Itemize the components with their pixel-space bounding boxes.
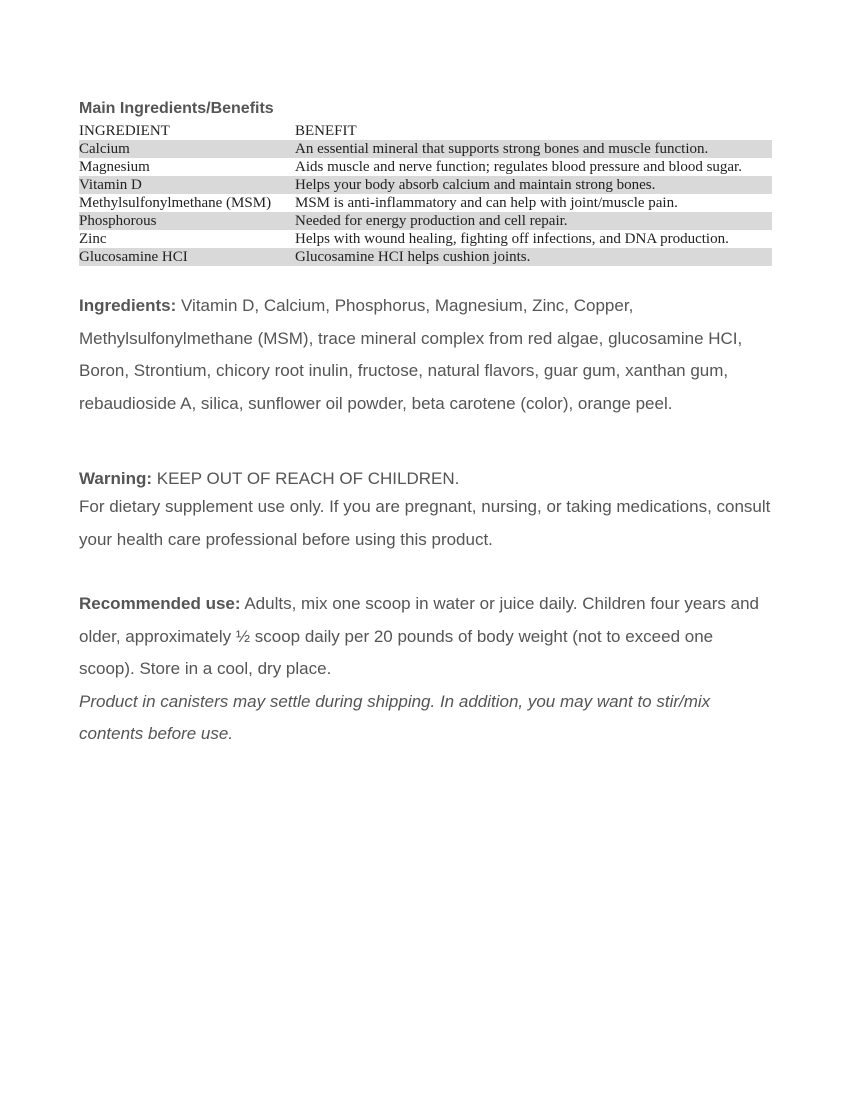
- table-row: [79, 248, 772, 266]
- warning-text: For dietary supplement use only. If you are pregnant, nursing, or taking medications, consult your health care professional before using this product.: [79, 497, 771, 549]
- ingredient-cell: Glucosamine HCI: [79, 248, 295, 266]
- benefit-cell: An essential mineral that supports strong bones and muscle function.: [295, 140, 772, 158]
- benefit-cell: Helps with wound healing, fighting off infections, and DNA production.: [295, 231, 729, 247]
- table-row: [79, 158, 772, 176]
- ingredients-label: Ingredients:: [79, 296, 177, 315]
- benefit-cell: Aids muscle and nerve function; regulates blood pressure and blood sugar.: [295, 159, 742, 175]
- recommended-use-section: [79, 588, 772, 751]
- ingredient-cell: Vitamin D: [79, 176, 295, 194]
- table-row: [79, 230, 772, 248]
- table-row: [79, 140, 772, 158]
- ingredient-cell: Methylsulfonylmethane (MSM): [79, 195, 272, 211]
- table-header-row: [79, 122, 772, 140]
- ingredient-cell: Zinc: [79, 231, 107, 247]
- benefit-cell: MSM is anti-inflammatory and can help with joint/muscle pain.: [295, 195, 678, 211]
- table-row: [79, 176, 772, 194]
- ingredient-cell: Phosphorous: [79, 212, 295, 230]
- warning-headline-text: KEEP OUT OF REACH OF CHILDREN.: [152, 469, 460, 488]
- table-row: [79, 194, 772, 212]
- ingredients-paragraph: [79, 290, 772, 420]
- benefit-cell: Helps your body absorb calcium and maintain strong bones.: [295, 176, 772, 194]
- ingredients-benefits-table: [79, 122, 772, 266]
- document-page: [79, 99, 772, 751]
- ingredient-cell: Magnesium: [79, 159, 150, 175]
- recommended-use-label: Recommended use:: [79, 594, 241, 613]
- warning-label: Warning:: [79, 469, 153, 488]
- table-row: [79, 212, 772, 230]
- warning-headline: [79, 467, 772, 491]
- benefit-cell: Needed for energy production and cell repair.: [295, 212, 772, 230]
- benefit-column-header: BENEFIT: [295, 123, 357, 139]
- main-ingredients-title: Main Ingredients/Benefits: [79, 100, 274, 117]
- ingredient-column-header: INGREDIENT: [79, 123, 170, 139]
- warning-section: [79, 467, 772, 556]
- recommended-use-text: Adults, mix one scoop in water or juice daily. Children four years and older, approximately ½ scoop daily per 20 pounds of body weight (not to exceed one scoop). Store in a cool, dry place.: [79, 594, 759, 678]
- ingredient-cell: Calcium: [79, 140, 295, 158]
- ingredients-list-text: Vitamin D, Calcium, Phosphorus, Magnesium, Zinc, Copper, Methylsulfonylmethane (MSM), trace mineral complex from red algae, glucosamine HCI, Boron, Strontium, chicory root inulin, fructose, natural flavors, guar gum, xanthan gum, rebaudioside A, silica, sunflower oil powder, beta carotene (color), orange peel.: [79, 296, 743, 413]
- benefit-cell: Glucosamine HCI helps cushion joints.: [295, 248, 772, 266]
- settling-note: Product in canisters may settle during shipping. In addition, you may want to stir/mix contents before use.: [79, 691, 711, 743]
- recommended-use-paragraph: [79, 588, 772, 686]
